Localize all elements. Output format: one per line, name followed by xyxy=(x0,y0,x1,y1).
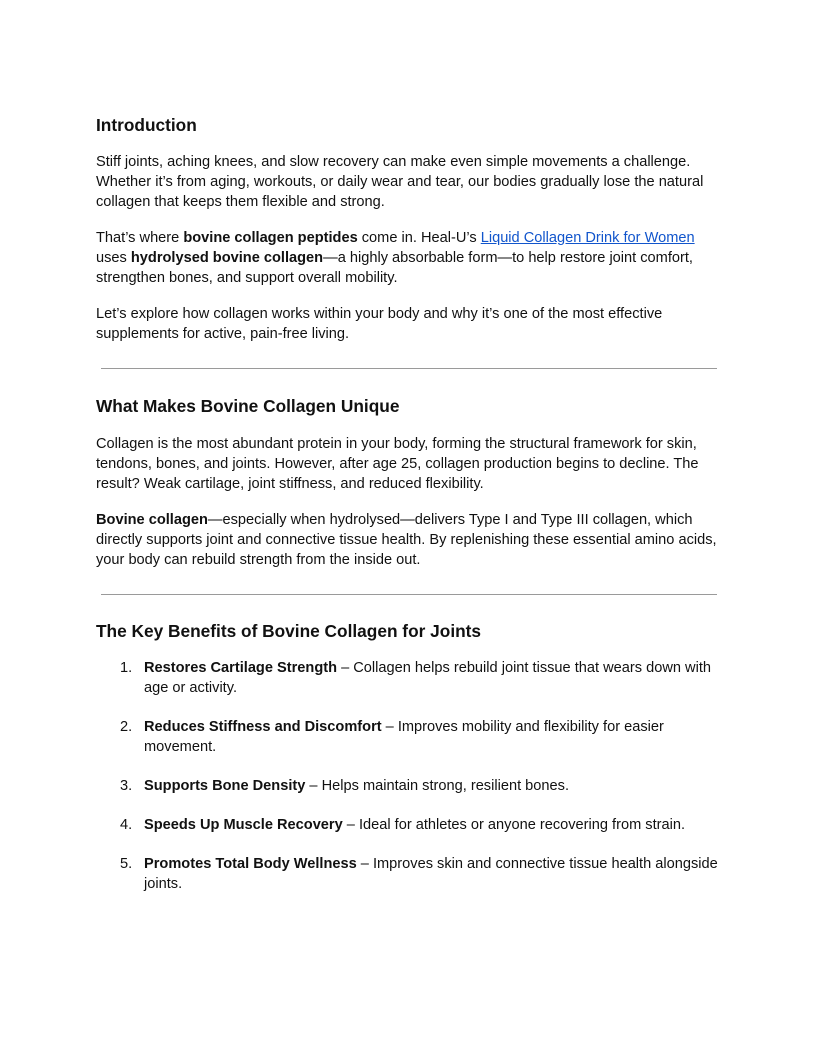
horizontal-divider xyxy=(101,368,717,369)
list-item-title: Reduces Stiffness and Discomfort xyxy=(144,719,382,735)
list-item xyxy=(96,658,724,698)
benefits-heading: The Key Benefits of Bovine Collagen for Joints xyxy=(96,621,482,641)
unique-paragraph-2 xyxy=(96,510,726,570)
intro-p2-text-4: —a highly absorbable form—to help restore joint comfort, strengthen bones, and support overall mobility. xyxy=(96,250,693,286)
list-item-number: 3. xyxy=(120,778,133,794)
list-item-title: Restores Cartilage Strength xyxy=(144,660,338,676)
benefits-section xyxy=(96,620,726,913)
benefits-list xyxy=(96,658,726,894)
intro-paragraph-2 xyxy=(96,228,726,288)
list-item xyxy=(96,717,724,757)
list-item-title: Speeds Up Muscle Recovery xyxy=(144,817,343,833)
list-item-text: – Improves skin and connective tissue health alongside joints. xyxy=(144,856,718,892)
list-item-text: – Improves mobility and flexibility for easier movement. xyxy=(144,719,664,755)
unique-p2-text: —especially when hydrolysed—delivers Type I and Type III collagen, which directly supports joint and connective tissue health. By replenishing these essential amino acids, your body can rebuild strength from the inside out. xyxy=(96,512,717,568)
list-item-text: – Helps maintain strong, resilient bones. xyxy=(305,778,569,794)
intro-p2-bold-2: hydrolysed bovine collagen xyxy=(130,250,324,266)
intro-p2-bold-1: bovine collagen peptides xyxy=(183,230,358,246)
list-item-number: 1. xyxy=(120,660,133,676)
list-item-title: Promotes Total Body Wellness xyxy=(144,856,357,872)
introduction-heading: Introduction xyxy=(96,115,197,135)
introduction-section xyxy=(96,114,726,360)
intro-p2-text-3: uses xyxy=(96,250,131,266)
list-item-text: – Collagen helps rebuild joint tissue that wears down with age or activity. xyxy=(144,660,711,696)
unique-heading: What Makes Bovine Collagen Unique xyxy=(96,396,400,416)
intro-paragraph-3: Let’s explore how collagen works within your body and why it’s one of the most effective supplements for active, pain-free living. xyxy=(96,306,663,342)
unique-section xyxy=(96,395,726,586)
unique-p2-bold: Bovine collagen xyxy=(96,512,208,528)
list-item-text: – Ideal for athletes or anyone recovering from strain. xyxy=(342,817,686,833)
list-item xyxy=(96,854,724,894)
unique-paragraph-1: Collagen is the most abundant protein in your body, forming the structural framework for skin, tendons, bones, and joints. However, after age 25, collagen production begins to decline. The result? Weak cartilage, joint stiffness, and reduced flexibility. xyxy=(96,436,699,492)
horizontal-divider xyxy=(101,594,717,595)
liquid-collagen-drink-link[interactable]: Liquid Collagen Drink for Women xyxy=(480,230,695,246)
intro-paragraph-1: Stiff joints, aching knees, and slow recovery can make even simple movements a challenge. Whether it’s from aging, workouts, or daily wear and tear, our bodies gradually lose the natural collagen that keeps them flexible and strong. xyxy=(96,154,704,210)
list-item-number: 5. xyxy=(120,856,133,872)
list-item-number: 2. xyxy=(120,719,133,735)
intro-p2-text-1: That’s where xyxy=(96,230,184,246)
list-item xyxy=(96,776,724,796)
list-item-number: 4. xyxy=(120,817,133,833)
intro-p2-text-2: come in. Heal-U’s xyxy=(357,230,481,246)
list-item xyxy=(96,815,724,835)
list-item-title: Supports Bone Density xyxy=(144,778,306,794)
